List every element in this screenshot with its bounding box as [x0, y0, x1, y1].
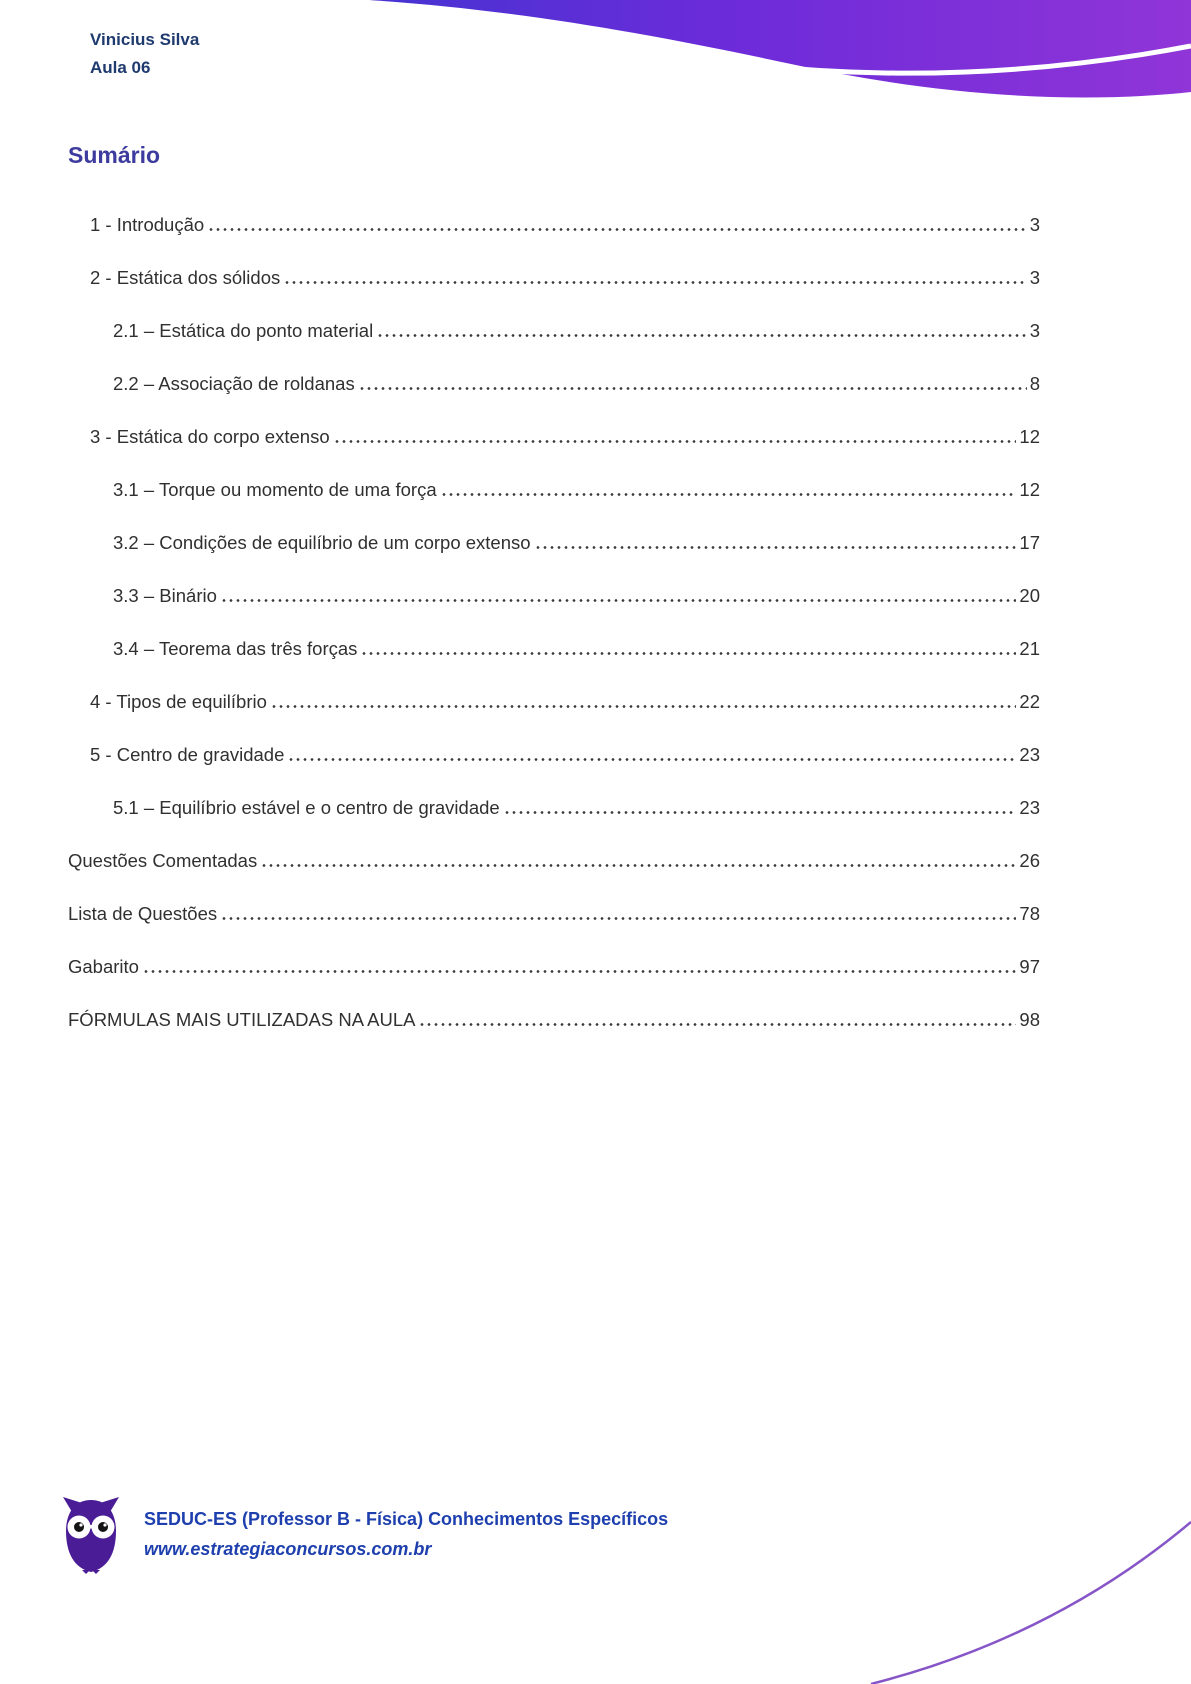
toc-dotted-leader [505, 811, 1017, 814]
toc-dotted-leader [378, 334, 1027, 337]
toc-dotted-leader [272, 705, 1017, 708]
toc-dotted-leader [285, 281, 1026, 284]
footer-course-title: SEDUC-ES (Professor B - Física) Conhecimentos Específicos [144, 1509, 669, 1529]
toc-entry[interactable] [68, 743, 1040, 767]
toc-entry-page: 22 [1019, 691, 1040, 712]
toc-entry-label: 2 - Estática dos sólidos [90, 267, 281, 288]
toc-entry-label: 5.1 – Equilíbrio estável e o centro de gravidade [113, 797, 500, 818]
header-author: Vinicius Silva [90, 30, 200, 49]
toc-dotted-leader [536, 546, 1017, 549]
toc-title: Sumário [68, 142, 161, 168]
header-lesson: Aula 06 [90, 58, 151, 77]
toc-entry-label: 5 - Centro de gravidade [90, 744, 285, 765]
toc-entry[interactable] [68, 690, 1040, 714]
toc-entry-page: 26 [1019, 850, 1040, 871]
toc-entry[interactable] [68, 1008, 1040, 1032]
toc-entry-label: 3 - Estática do corpo extenso [90, 426, 330, 447]
toc-entry[interactable] [68, 372, 1040, 396]
toc-entry[interactable] [68, 902, 1040, 926]
toc-dotted-leader [289, 758, 1016, 761]
toc-entry[interactable] [68, 531, 1040, 555]
toc-entry[interactable] [68, 425, 1040, 449]
toc-entry[interactable] [68, 213, 1040, 237]
toc-entry-page: 98 [1019, 1009, 1040, 1030]
toc-entry-label: 2.1 – Estática do ponto material [113, 320, 374, 341]
toc-section [68, 142, 1040, 1061]
toc-entry[interactable] [68, 478, 1040, 502]
header-wave-decoration [361, 0, 1191, 110]
toc-entry-page: 12 [1019, 479, 1040, 500]
toc-entry-page: 3 [1029, 267, 1040, 288]
toc-dotted-leader [144, 970, 1016, 973]
toc-entry-label: 4 - Tipos de equilíbrio [90, 691, 267, 712]
toc-entry[interactable] [68, 319, 1040, 343]
toc-entry-label: 3.1 – Torque ou momento de uma força [113, 479, 437, 500]
toc-entry-page: 8 [1029, 373, 1040, 394]
toc-entry-page: 3 [1029, 320, 1040, 341]
toc-entry-page: 78 [1019, 903, 1040, 924]
footer-text-block [144, 1504, 668, 1564]
toc-entry-page: 21 [1019, 638, 1040, 659]
toc-dotted-leader [335, 440, 1017, 443]
toc-dotted-leader [262, 864, 1016, 867]
toc-entry-label: 3.3 – Binário [113, 585, 217, 606]
toc-entry-page: 3 [1029, 214, 1040, 235]
toc-entry-label: Gabarito [68, 956, 139, 977]
toc-entry-page: 97 [1019, 956, 1040, 977]
toc-entry-label: Questões Comentadas [68, 850, 258, 871]
toc-entry[interactable] [68, 266, 1040, 290]
toc-entry[interactable] [68, 584, 1040, 608]
toc-entry[interactable] [68, 637, 1040, 661]
toc-entry-label: Lista de Questões [68, 903, 218, 924]
toc-dotted-leader [362, 652, 1016, 655]
toc-entry-page: 20 [1019, 585, 1040, 606]
toc-entry-page: 23 [1019, 744, 1040, 765]
owl-logo-icon [60, 1494, 122, 1574]
toc-entry[interactable] [68, 955, 1040, 979]
toc-dotted-leader [209, 228, 1027, 231]
footer-line-decoration [861, 1514, 1191, 1684]
document-footer [60, 1494, 668, 1574]
toc-entry-page: 12 [1019, 426, 1040, 447]
toc-entry-page: 23 [1019, 797, 1040, 818]
toc-entry-page: 17 [1019, 532, 1040, 553]
toc-dotted-leader [442, 493, 1017, 496]
toc-entry-label: FÓRMULAS MAIS UTILIZADAS NA AULA [68, 1009, 416, 1030]
toc-entry-label: 3.2 – Condições de equilíbrio de um corpo extenso [113, 532, 531, 553]
toc-dotted-leader [420, 1023, 1016, 1026]
toc-list [68, 213, 1040, 1032]
toc-entry-label: 3.4 – Teorema das três forças [113, 638, 358, 659]
footer-website-link[interactable]: www.estrategiaconcursos.com.br [144, 1539, 432, 1559]
toc-entry-label: 1 - Introdução [90, 214, 205, 235]
document-header [90, 26, 199, 82]
toc-dotted-leader [222, 599, 1017, 602]
toc-entry[interactable] [68, 849, 1040, 873]
toc-dotted-leader [360, 387, 1027, 390]
toc-dotted-leader [222, 917, 1016, 920]
toc-entry[interactable] [68, 796, 1040, 820]
toc-entry-label: 2.2 – Associação de roldanas [113, 373, 355, 394]
